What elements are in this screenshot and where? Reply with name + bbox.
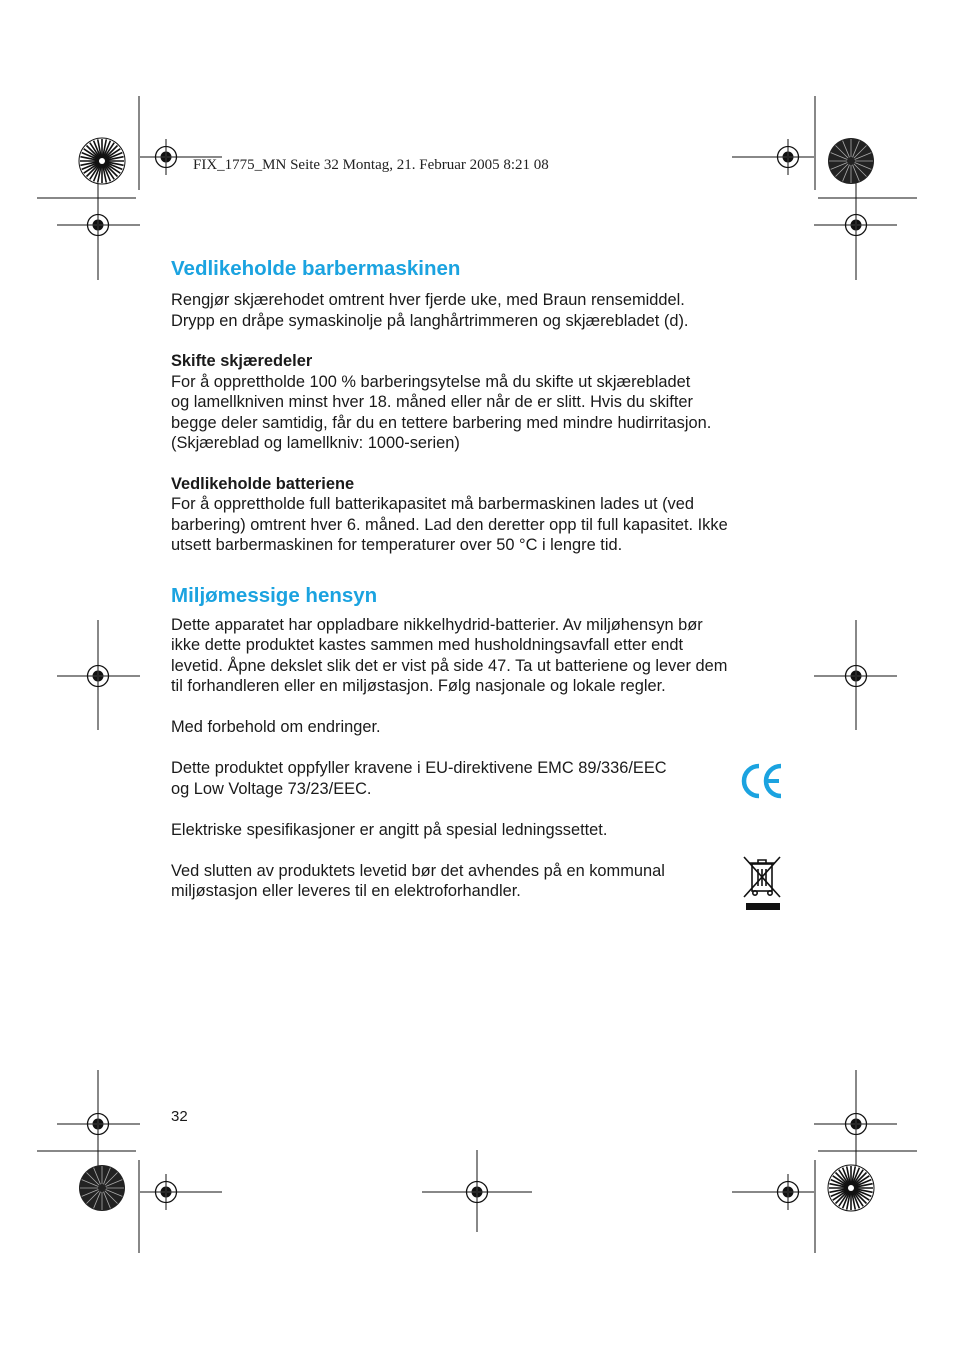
text-line: For å opprettholde full batterikapasitet må barbermaskinen lades ut (ved	[171, 495, 694, 513]
page-content	[171, 256, 783, 902]
text-line: Rengjør skjærehodet omtrent hver fjerde uke, med Braun rensemiddel.	[171, 291, 685, 309]
text-line: For å opprettholde 100 % barberingsytelse må du skifte ut skjærebladet	[171, 372, 691, 391]
text-line: begge deler samtidig, får du en tettere barbering med mindre hudirritasjon.	[171, 413, 712, 432]
text-line: og Low Voltage 73/23/EEC.	[171, 779, 372, 798]
paragraph-cleaning	[171, 290, 783, 331]
text-line: til forhandleren eller en miljøstasjon. Følg nasjonale og lokale regler.	[171, 677, 666, 695]
text-line: (Skjæreblad og lamellkniv: 1000-serien)	[171, 434, 460, 452]
text-line: barbering) omtrent hver 6. måned. Lad den deretter opp til full kapasitet. Ikke	[171, 515, 728, 534]
text-line: og lamellkniven minst hver 18. måned eller når de er slitt. Hvis du skifter	[171, 393, 693, 411]
section-heading-maintenance: Vedlikeholde barbermaskinen	[171, 257, 461, 280]
paragraph-reservation: Med forbehold om endringer.	[171, 718, 381, 736]
paragraph-ce-compliance	[171, 758, 783, 799]
block-batteries	[171, 474, 783, 556]
subheading-batteries: Vedlikeholde batteriene	[171, 474, 355, 493]
text-line: utsett barbermaskinen for temperaturer over 50 °C i lengre tid.	[171, 536, 623, 554]
ce-mark-icon	[740, 762, 784, 800]
text-line: Dette produktet oppfyller kravene i EU-direktivene EMC 89/336/EEC	[171, 759, 667, 777]
subheading-replace-parts: Skifte skjæredeler	[171, 352, 313, 370]
text-line: ikke dette produktet kastes sammen med husholdningsavfall etter endt	[171, 636, 684, 654]
text-line: levetid. Åpne dekslet slik det er vist på side 47. Ta ut batteriene og lever dem	[171, 656, 728, 675]
paragraph-disposal	[171, 861, 783, 902]
text-line: Dette apparatet har oppladbare nikkelhydrid-batterier. Av miljøhensyn bør	[171, 615, 703, 634]
text-line: Ved slutten av produktets levetid bør det avhendes på en kommunal	[171, 861, 665, 880]
section-heading-environment: Miljømessige hensyn	[171, 583, 378, 607]
paragraph-environment	[171, 615, 783, 697]
paragraph-specifications: Elektriske spesifikasjoner er angitt på spesial ledningssettet.	[171, 820, 608, 839]
text-line: Drypp en dråpe symaskinolje på langhårtrimmeren og skjærebladet (d).	[171, 311, 689, 330]
print-slug: FIX_1775_MN Seite 32 Montag, 21. Februar 2005 8:21 08	[193, 157, 549, 173]
block-replace-parts	[171, 351, 783, 454]
page-number: 32	[171, 1108, 188, 1125]
weee-crossed-bin-icon	[742, 855, 784, 913]
text-line: miljøstasjon eller leveres til en elektroforhandler.	[171, 882, 521, 900]
